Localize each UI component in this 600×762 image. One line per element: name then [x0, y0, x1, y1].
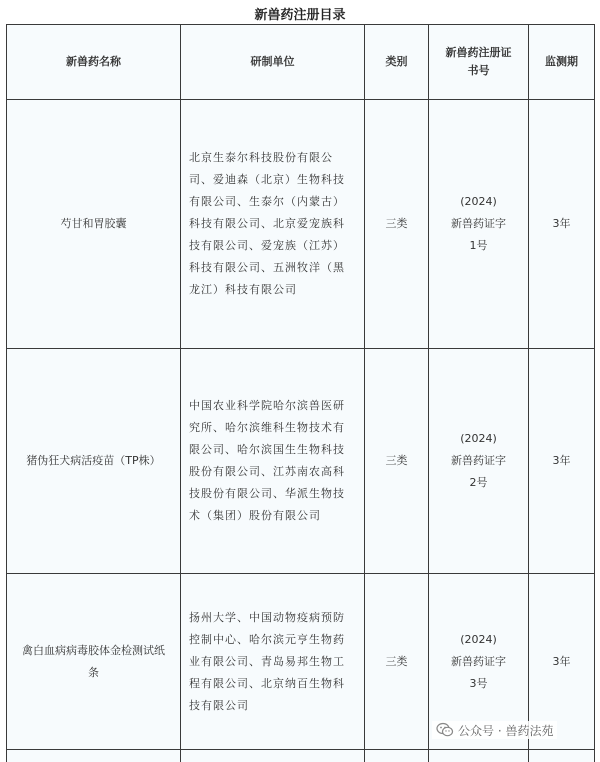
- header-period: 监测期: [529, 25, 595, 100]
- watermark: [432, 721, 557, 739]
- cert-no: 2号: [429, 472, 528, 494]
- cert-year: (2024): [429, 428, 528, 450]
- header-category: 类别: [365, 25, 429, 100]
- monitor-period: 3年: [529, 574, 595, 750]
- wechat-icon: [436, 722, 454, 738]
- header-cert: 新兽药注册证书号: [429, 25, 529, 100]
- cert-word: 新兽药证字: [429, 651, 528, 673]
- drug-name: 禽白血病病毒胶体金检测试纸条: [7, 574, 181, 750]
- table-row: [7, 100, 595, 349]
- page-title: 新兽药注册目录: [0, 4, 600, 23]
- drug-name: 芍甘和胃胶囊: [7, 100, 181, 349]
- developer-org: 北京生泰尔科技股份有限公司、爱迪森（北京）生物科技有限公司、生泰尔（内蒙古）科技有限公司、北京爱宠族科技有限公司、爱宠族（江苏）科技有限公司、五洲牧洋（黑龙江）科技有限公司: [181, 100, 365, 349]
- developer-org: 扬州大学、中国动物疫病预防控制中心、哈尔滨元亨生物药业有限公司、青岛易邦生物工程有限公司、北京纳百生物科技有限公司: [181, 574, 365, 750]
- cert-no: 3号: [429, 673, 528, 695]
- table-row: [7, 349, 595, 574]
- header-name: 新兽药名称: [7, 25, 181, 100]
- drug-name: 猪伪狂犬病活疫苗（TP株）: [7, 349, 181, 574]
- monitor-period: 3年: [529, 349, 595, 574]
- table-header-row: [7, 25, 595, 100]
- registry-table: [6, 24, 595, 762]
- cert-year: (2024): [429, 629, 528, 651]
- table-row-partial: [7, 750, 595, 762]
- drug-category: 三类: [365, 574, 429, 750]
- cert-year: (2024): [429, 191, 528, 213]
- watermark-text: 公众号 · 兽药法苑: [458, 722, 553, 739]
- cert-word: 新兽药证字: [429, 450, 528, 472]
- cert-number: [429, 100, 529, 349]
- cert-word: 新兽药证字: [429, 213, 528, 235]
- header-org: 研制单位: [181, 25, 365, 100]
- drug-category: 三类: [365, 100, 429, 349]
- drug-category: 三类: [365, 349, 429, 574]
- developer-org: 中国农业科学院哈尔滨兽医研究所、哈尔滨维科生物技术有限公司、哈尔滨国生生物科技股份有限公司、江苏南农高科技股份有限公司、华派生物技术（集团）股份有限公司: [181, 349, 365, 574]
- cert-number: [429, 349, 529, 574]
- cert-no: 1号: [429, 235, 528, 257]
- monitor-period: 3年: [529, 100, 595, 349]
